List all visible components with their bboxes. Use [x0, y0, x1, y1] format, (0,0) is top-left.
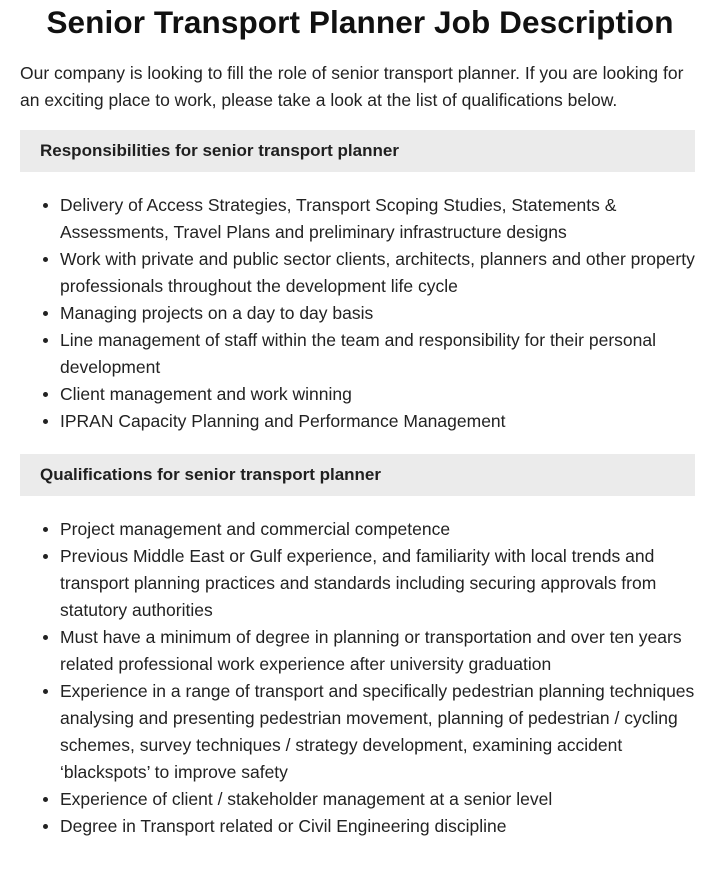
qualifications-heading: Qualifications for senior transport planner	[20, 454, 695, 496]
responsibilities-heading: Responsibilities for senior transport planner	[20, 130, 695, 172]
intro-paragraph: Our company is looking to fill the role of senior transport planner. If you are looking for an exciting place to work, please take a look at the list of qualifications below.	[20, 63, 684, 110]
list-item: Client management and work winning	[60, 381, 700, 408]
qualifications-list	[20, 516, 700, 840]
responsibilities-list	[20, 192, 700, 435]
list-item: IPRAN Capacity Planning and Performance Management	[60, 408, 700, 435]
list-item: Project management and commercial competence	[60, 516, 700, 543]
list-item: Previous Middle East or Gulf experience, and familiarity with local trends and transport planning practices and standards including securing approvals from statutory authorities	[60, 543, 700, 624]
list-item: Degree in Transport related or Civil Engineering discipline	[60, 813, 700, 840]
list-item: Experience of client / stakeholder management at a senior level	[60, 786, 700, 813]
list-item: Experience in a range of transport and specifically pedestrian planning techniques analysing and presenting pedestrian movement, planning of pedestrian / cycling schemes, survey techniques / strategy development, examining accident ‘blackspots’ to improve safety	[60, 678, 700, 786]
list-item: Managing projects on a day to day basis	[60, 300, 700, 327]
page-title: Senior Transport Planner Job Description	[46, 4, 674, 40]
list-item: Must have a minimum of degree in planning or transportation and over ten years related professional work experience after university graduation	[60, 624, 700, 678]
list-item: Work with private and public sector clients, architects, planners and other property professionals throughout the development life cycle	[60, 246, 700, 300]
list-item: Delivery of Access Strategies, Transport Scoping Studies, Statements & Assessments, Travel Plans and preliminary infrastructure designs	[60, 192, 700, 246]
list-item: Line management of staff within the team and responsibility for their personal development	[60, 327, 700, 381]
